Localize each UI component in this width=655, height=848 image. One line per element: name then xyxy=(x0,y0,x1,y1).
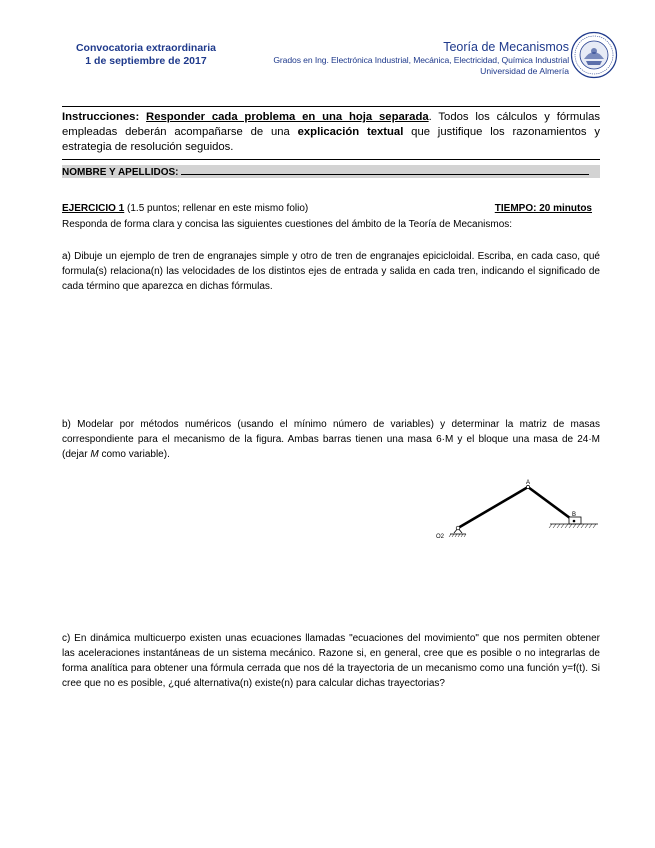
bar-o2-a xyxy=(458,487,528,528)
exercise-header xyxy=(62,202,600,215)
instructions-bold: explicación textual xyxy=(297,126,404,138)
exam-date: 1 de septiembre de 2017 xyxy=(85,55,207,67)
question-b-variable: M xyxy=(90,449,99,460)
question-c: c) En dinámica multicuerpo existen unas ecuaciones llamadas "ecuaciones del movimiento" que nos permiten obtener las aceleraciones instantáneas de un sistema mecánico. Razone si, en general, cree que es posible o no integrarlas de forma analítica para obtener una fórmula cerrada que nos dé la trayectoria de un mecanismo como una función y=f(t). Si cree que no es posible, ¿qué alternativa(n) existe(n) para calcular dichas trayectorias? xyxy=(62,633,600,689)
university-name: Universidad de Almería xyxy=(480,66,569,76)
instructions-text-2: que justifique los razonamientos y estrategia de resolución seguidos. xyxy=(62,126,600,153)
instructions-block xyxy=(62,106,600,160)
label-a: A xyxy=(526,480,531,486)
instructions-label: Instrucciones: xyxy=(62,111,140,123)
mechanism-figure xyxy=(430,476,600,546)
university-seal-icon xyxy=(570,31,618,79)
question-b xyxy=(62,417,600,462)
label-o2: O2 xyxy=(436,534,445,540)
instructions-emphasis: Responder cada problema en una hoja separada xyxy=(146,111,429,123)
exercise-time: TIEMPO: 20 minutos xyxy=(494,203,592,214)
course-title: Teoría de Mecanismos xyxy=(443,40,569,54)
name-field-label: NOMBRE Y APELLIDOS: xyxy=(62,167,179,178)
question-b-text-2: como variable). xyxy=(98,449,170,460)
exam-session: Convocatoria extraordinaria xyxy=(75,42,217,54)
exercise-title: EJERCICIO 1 xyxy=(62,203,125,214)
exercise-intro: Responda de forma clara y concisa las siguientes cuestiones del ámbito de la Teoría de Mecanismos: xyxy=(62,219,513,230)
question-a: a) Dibuje un ejemplo de tren de engranajes simple y otro de tren de engranajes epicicloidal. Escriba, en cada caso, qué formula(s) relaciona(n) las velocidades de los distintos ejes de entrada y salida en cada tren, indicando el significado de cada término que aparezca en dichas fórmulas. xyxy=(62,251,600,292)
degree-list: Grados en Ing. Electrónica Industrial, Mecánica, Electricidad, Química Industrial xyxy=(273,55,569,65)
instructions-text-1: . Todos los cálculos y fórmulas empleadas deberán acompañarse de una xyxy=(62,111,601,138)
course-header xyxy=(273,40,569,77)
exercise-note: (1.5 puntos; rellenar en este mismo folio) xyxy=(124,203,309,214)
name-field[interactable] xyxy=(62,165,600,178)
exam-session-header xyxy=(62,42,230,68)
name-field-line[interactable] xyxy=(181,165,589,175)
bar-a-b xyxy=(528,487,577,521)
ground-slider xyxy=(549,524,598,528)
label-b: B xyxy=(572,512,577,518)
question-b-text-1: b) Modelar por métodos numéricos (usando el mínimo número de variables) y determinar la matriz de masas correspondiente para el mecanismo de la figura. Ambas barras tienen una masa 6·M y el bloque una masa de 24·M (dejar xyxy=(62,419,600,460)
